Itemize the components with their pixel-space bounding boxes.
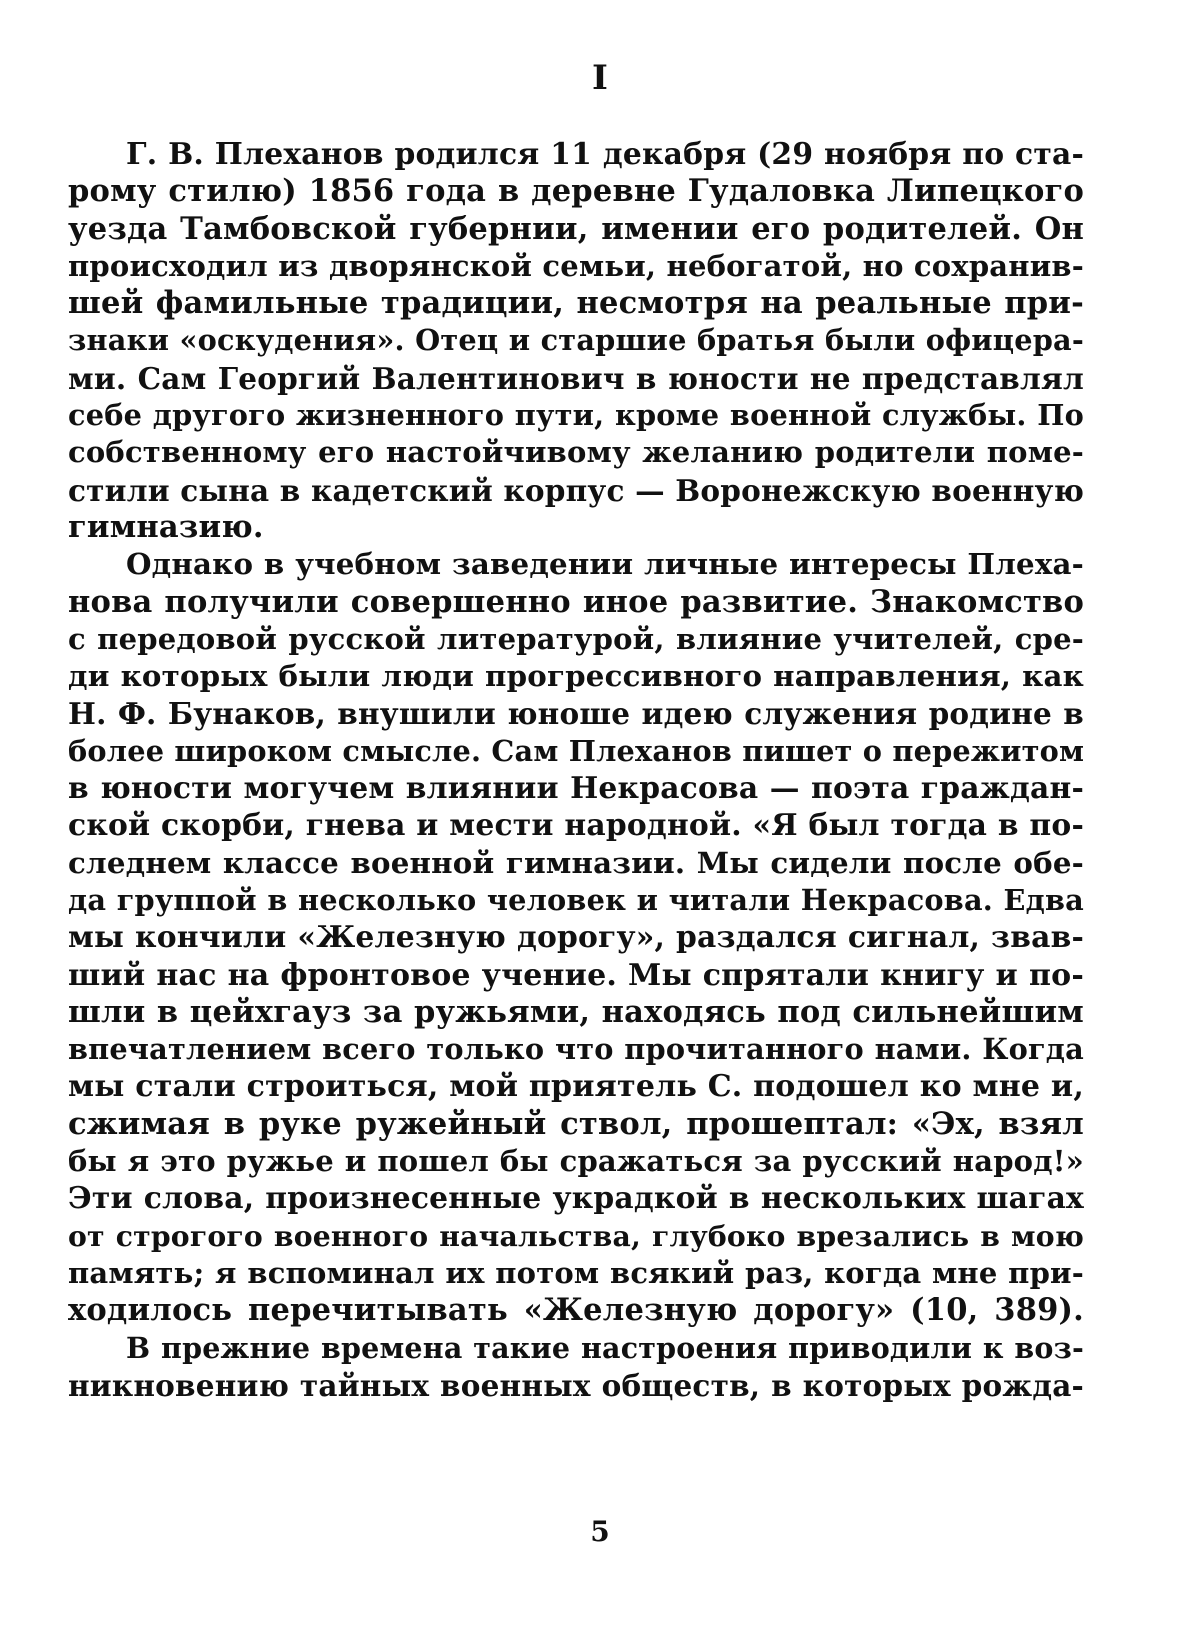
text-line: знаки «оскудения». Отец и старшие братья были офицера- (68, 323, 1084, 358)
body-text (68, 136, 1084, 1404)
text-line: ходилось перечитывать «Железную дорогу» (10, 389). (68, 1292, 1084, 1329)
text-line: нова получили совершенно иное развитие. Знакомство (68, 583, 1084, 620)
text-line: да группой в несколько человек и читали Некрасова. Едва (68, 882, 1084, 917)
text-line: ди которых были люди прогрессивного направления, как (68, 659, 1084, 694)
text-line: бы я это ружье и пошел бы сражаться за русский народ!» (68, 1144, 1084, 1179)
text-line: в юности могучем влиянии Некрасова — поэта граждан- (68, 771, 1084, 807)
text-line: с передовой русской литературой, влияние учителей, сре- (68, 621, 1084, 656)
chapter-number: I (592, 58, 608, 98)
text-line: от строгого военного начальства, глубоко врезались в мою (68, 1218, 1084, 1253)
text-line: более широком смысле. Сам Плеханов пишет о пережитом (68, 733, 1085, 768)
text-line: ской скорби, гнева и мести народной. «Я был тогда в по- (68, 808, 1084, 844)
text-line: ший нас на фронтовое учение. Мы спрятали книгу и по- (68, 957, 1084, 993)
text-line: сжимая в руке ружейный ствол, прошептал: «Эх, взял (68, 1105, 1084, 1142)
text-line: шли в цейхгауз за ружьями, находясь под сильнейшим (68, 993, 1084, 1030)
page-number: 5 (590, 1515, 610, 1548)
text-line: Однако в учебном заведении личные интересы Плеха- (126, 547, 1084, 582)
text-line: Н. Ф. Бунаков, внушили юноше идею служения родине в (68, 696, 1084, 732)
text-line: стили сына в кадетский корпус — Воронежскую военную (68, 472, 1085, 508)
text-line: уезда Тамбовской губернии, имении его родителей. Он (68, 210, 1084, 247)
text-line: Г. В. Плеханов родился 11 декабря (29 ноября по ста- (126, 137, 1084, 172)
text-line: шей фамильные традиции, несмотря на реальные при- (68, 285, 1084, 322)
text-line: Эти слова, произнесенные украдкой в нескольких шагах (68, 1181, 1084, 1217)
text-line: В прежние времена такие настроения приводили к воз- (126, 1330, 1084, 1365)
text-line: впечатлением всего только что прочитанного нами. Когда (68, 1032, 1084, 1067)
text-line: мы стали строиться, мой приятель С. подошел ко мне и, (68, 1069, 1084, 1105)
text-line: никновению тайных военных обществ, в которых рожда- (68, 1367, 1084, 1403)
text-line: собственному его настойчивому желанию родители поме- (68, 435, 1084, 470)
text-line: происходил из дворянской семьи, небогатой, но сохранив- (68, 248, 1085, 283)
text-line: ми. Сам Георгий Валентинович в юности не представлял (68, 360, 1084, 396)
text-line: рому стилю) 1856 года в деревне Гудаловка Липецкого (68, 173, 1084, 210)
text-line: следнем классе военной гимназии. Мы сидели после обе- (68, 845, 1084, 880)
paragraph-2 (68, 546, 1084, 1329)
paragraph-1 (68, 136, 1084, 546)
text-line: себе другого жизненного пути, кроме военной службы. По (68, 398, 1084, 433)
text-line: мы кончили «Железную дорогу», раздался сигнал, звав- (68, 920, 1084, 956)
paragraph-3 (68, 1330, 1084, 1405)
text-line: гимназию. (68, 508, 264, 545)
text-line: память; я вспоминал их потом всякий раз, когда мне при- (68, 1255, 1084, 1290)
